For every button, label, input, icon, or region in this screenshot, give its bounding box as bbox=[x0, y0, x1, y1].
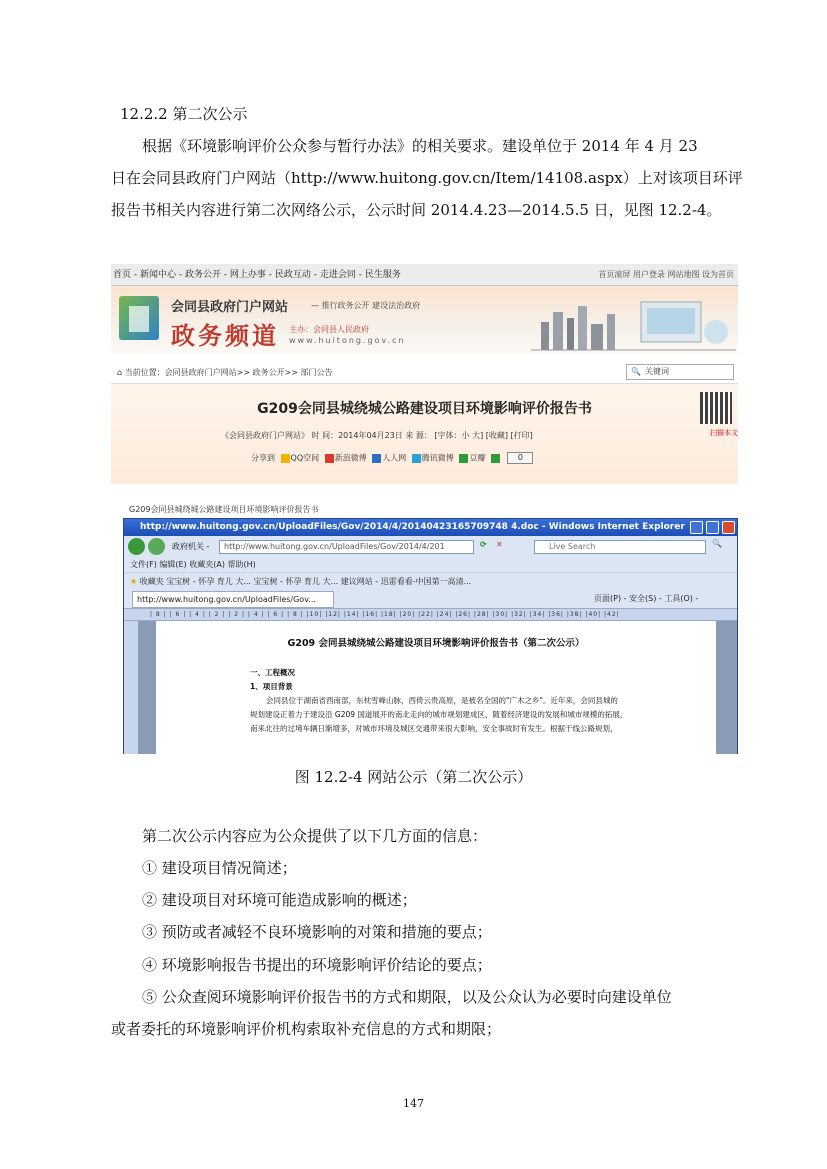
address-input[interactable]: http://www.huitong.gov.cn/UploadFiles/Gov/2014/4/201 bbox=[219, 540, 474, 554]
article-meta: 《会同县政府门户网站》 时 间：2014年04月23日 来 源： [字体：小 大] [收藏] [打印] bbox=[221, 431, 533, 440]
site-banner bbox=[111, 286, 738, 354]
share-item-renren[interactable]: 人人网 bbox=[382, 453, 407, 463]
section-heading: 12.2.2 第二次公示 bbox=[120, 105, 248, 123]
list-intro: 第二次公示内容应为公众提供了以下几方面的信息： bbox=[142, 827, 488, 845]
bookmark-button[interactable]: 政府机关 - bbox=[172, 542, 210, 551]
back-icon[interactable] bbox=[128, 538, 145, 555]
ie-window bbox=[123, 518, 738, 754]
share-more-icon[interactable] bbox=[491, 454, 500, 463]
favorites-star-icon[interactable]: ★ bbox=[130, 577, 140, 586]
forward-icon[interactable] bbox=[148, 538, 165, 555]
doc-paragraph-2: 规划建设正着力于建设沿 G209 国道展开的南北走向的城市规划建成区，随着经济建设的发展和城市规模的拓展， bbox=[250, 710, 628, 719]
list-item-1: ① 建设项目情况简述； bbox=[142, 859, 297, 877]
share-item-tencent[interactable]: 腾讯微博 bbox=[421, 453, 454, 463]
renren-icon[interactable] bbox=[372, 454, 381, 463]
share-bar bbox=[251, 452, 533, 464]
close-icon[interactable] bbox=[722, 521, 735, 534]
ie-tab-bar bbox=[124, 590, 737, 608]
intro-line-3: 报告书相关内容进行第二次网络公示，公示时间 2014.4.23—2014.5.5 日，见图 12.2-4。 bbox=[111, 201, 722, 219]
stop-icon[interactable]: ✕ bbox=[496, 540, 503, 549]
site-url: www.huitong.gov.cn bbox=[289, 336, 406, 345]
intro-line-1: 根据《环境影响评价公众参与暂行办法》的相关要求。建设单位于 2014 年 4 月 23 bbox=[142, 137, 698, 155]
intro-line-2: 日在会同县政府门户网站（http://www.huitong.gov.cn/Item/14108.aspx）上对该项目环评 bbox=[111, 169, 743, 187]
ie-menu-bar[interactable]: 文件(F) 编辑(E) 收藏夹(A) 帮助(H) bbox=[130, 560, 256, 569]
share-item-qzone[interactable]: QQ空间 bbox=[290, 453, 320, 463]
list-item-3: ③ 预防或者减轻不良环境影响的对策和措施的要点； bbox=[142, 923, 492, 941]
tencent-weibo-icon[interactable] bbox=[412, 454, 421, 463]
doc-paragraph-1: 会同县位于湖南省西南部，东枕雪峰山脉，西倚云贵高原，是被名全国的"广木之乡"。近年来，会同县城的 bbox=[266, 696, 618, 705]
home-icon: ⌂ bbox=[117, 368, 125, 377]
top-nav-links[interactable]: 首页 - 新闻中心 - 政务公开 - 网上办事 - 民政互动 - 走进会同 - 民生服务 bbox=[113, 270, 401, 280]
maximize-icon[interactable] bbox=[706, 521, 719, 534]
city-skyline-illustration bbox=[531, 292, 736, 352]
douban-icon[interactable] bbox=[459, 454, 468, 463]
word-ruler: | 8 | | 6 | | 4 | | 2 | | 2 | | 4 | | 6 | | 8 | |10| |12| |14| |16| |18| |20| |22| |24| |26| |28| |30| |32| |34| |36| |38| |40| |42| bbox=[124, 608, 737, 621]
breadcrumb bbox=[111, 362, 738, 384]
list-item-5-continued: 或者委托的环境影响评价机构索取补充信息的方式和期限； bbox=[111, 1020, 502, 1038]
ie-tab[interactable]: http://www.huitong.gov.cn/UploadFiles/Gov... bbox=[132, 591, 334, 608]
doc-heading-1: 一、工程概况 bbox=[250, 668, 295, 677]
weibo-icon[interactable] bbox=[325, 454, 334, 463]
page-number: 147 bbox=[403, 1097, 424, 1110]
search-placeholder: 关键词 bbox=[645, 367, 669, 376]
host-label: 主办：会同县人民政府 bbox=[289, 325, 369, 334]
doc-title: G209 会同县城绕城公路建设项目环境影响评价报告书（第二次公示） bbox=[287, 638, 585, 649]
ie-command-bar[interactable]: 页面(P) - 安全(S) - 工具(O) - bbox=[594, 594, 699, 603]
share-count: 0 bbox=[507, 452, 533, 464]
website-screenshot-figure bbox=[111, 264, 738, 754]
keyword-search-input[interactable] bbox=[626, 364, 734, 380]
word-document-view bbox=[124, 621, 737, 754]
article-title: G209会同县城绕城公路建设项目环境影响评价报告书 bbox=[257, 401, 592, 417]
qr-code-icon bbox=[700, 392, 732, 424]
document-page bbox=[156, 621, 716, 754]
breadcrumb-text[interactable]: 当前位置：会同县政府门户网站>> 政务公开>> 部门公告 bbox=[124, 368, 333, 377]
minimize-icon[interactable] bbox=[690, 521, 703, 534]
doc-paragraph-3: 南来北往的过境车辆日渐增多，对城市环境及城区交通带来很大影响，安全事故时有发生。根据干线公路规划， bbox=[250, 724, 618, 733]
portal-logo-icon bbox=[119, 296, 159, 340]
attachment-label: G209会同县城绕城公路建设项目环境影响评价报告书 bbox=[129, 505, 319, 514]
top-nav-right-links[interactable]: 首页滚屏 用户登录 网站地图 设为首页 bbox=[598, 270, 734, 279]
share-item-weibo[interactable]: 新浪微博 bbox=[334, 453, 367, 463]
doc-heading-2: 1、项目背景 bbox=[250, 682, 293, 691]
article-header bbox=[111, 384, 738, 484]
favorites-bar bbox=[124, 572, 737, 590]
refresh-icon[interactable]: ⟳ bbox=[480, 540, 487, 549]
ie-title-bar: http://www.huitong.gov.cn/UploadFiles/Gov/2014/4/20140423165709748 4.doc - Windows Internet Explorer bbox=[124, 519, 737, 536]
search-icon: 🔍 bbox=[631, 367, 641, 376]
list-item-5: ⑤ 公众查阅环境影响评价报告书的方式和期限，以及公众认为必要时向建设单位 bbox=[142, 988, 672, 1006]
list-item-4: ④ 环境影响报告书提出的环境影响评价结论的要点； bbox=[142, 956, 492, 974]
vertical-ruler bbox=[124, 621, 138, 754]
live-search-input[interactable]: Live Search bbox=[534, 540, 706, 554]
portal-name: 会同县政府门户网站 bbox=[171, 300, 289, 315]
ie-address-bar bbox=[124, 536, 737, 558]
top-nav-bar bbox=[111, 264, 738, 286]
share-label: 分享到 bbox=[251, 453, 275, 463]
portal-slogan: — 推行政务公开 建设法治政府 bbox=[311, 301, 421, 310]
figure-caption: 图 12.2-4 网站公示（第二次公示） bbox=[294, 768, 533, 786]
qzone-icon[interactable] bbox=[281, 454, 290, 463]
share-item-douban[interactable]: 豆瓣 bbox=[469, 453, 486, 463]
search-go-icon[interactable]: 🔍 bbox=[712, 539, 722, 548]
qr-label: 扫描本文 bbox=[710, 429, 738, 437]
favorites-links[interactable]: 收藏夹 宝宝树 - 怀孕 育儿 大... 宝宝树 - 怀孕 育儿 大... 建议网站 - 迅雷看看-中国第一高清... bbox=[139, 577, 472, 586]
list-item-2: ② 建设项目对环境可能造成影响的概述； bbox=[142, 891, 417, 909]
channel-title: 政务频道 bbox=[171, 322, 279, 350]
